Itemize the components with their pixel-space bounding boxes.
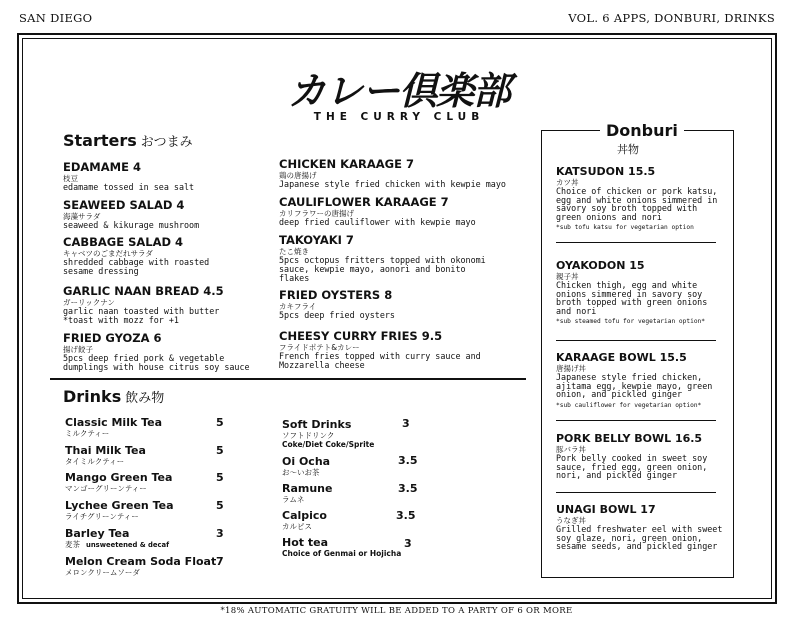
drink-jp: ライチグリーンティー	[65, 512, 139, 521]
starter-item	[63, 199, 288, 230]
drink-price: 7	[216, 555, 224, 568]
item-name: KARAAGE BOWL 15.5	[556, 351, 687, 364]
drink-price: 5	[216, 471, 224, 484]
donburi-title: Donburi	[600, 121, 684, 140]
donburi-divider	[556, 492, 716, 493]
donburi-divider	[556, 340, 716, 341]
item-desc: Japanese style fried chicken, ajitama egg, kewpie mayo, green onion, and pickled ginger	[556, 372, 713, 400]
drink-item	[65, 499, 174, 521]
drink-item	[65, 527, 169, 550]
drink-jp: ソフトドリンク	[282, 431, 335, 440]
top-bar	[19, 11, 775, 27]
item-jp: 枝豆	[63, 174, 78, 183]
donburi-item	[556, 165, 726, 232]
drink-item	[65, 555, 216, 577]
drinks-title-jp: 飲み物	[125, 391, 165, 406]
drink-item	[282, 455, 330, 477]
item-jp: 唐揚げ丼	[556, 364, 586, 373]
item-jp: たこ焼き	[279, 247, 309, 256]
item-name: CHEESY CURRY FRIES 9.5	[279, 329, 443, 343]
donburi-item	[556, 432, 726, 480]
starter-item	[279, 158, 524, 189]
item-jp: キャベツのごまだれサラダ	[63, 249, 153, 258]
drink-price: 5	[216, 499, 224, 512]
drink-name: Melon Cream Soda Float	[65, 555, 217, 568]
drink-item	[282, 509, 327, 531]
item-desc: French fries topped with curry sauce and Mozzarella cheese	[279, 351, 481, 370]
item-jp: うなぎ丼	[556, 516, 586, 525]
item-name: GARLIC NAAN BREAD 4.5	[63, 284, 224, 298]
item-jp: フライドポテト&カレー	[279, 343, 360, 352]
item-jp: カリフラワーの唐揚げ	[279, 209, 354, 218]
drink-name: Ramune	[282, 482, 333, 495]
drink-name: Barley Tea	[65, 527, 130, 540]
item-desc: 5pcs deep fried pork & vegetable dumplings with house citrus soy sauce	[63, 353, 250, 372]
volume-label: VOL. 6 APPS, DONBURI, DRINKS	[568, 11, 775, 25]
item-name: PORK BELLY BOWL 16.5	[556, 432, 703, 445]
starter-item	[63, 161, 288, 192]
drink-name: Mango Green Tea	[65, 471, 173, 484]
donburi-title-jp: 丼物	[617, 143, 639, 156]
drink-item	[282, 418, 374, 449]
item-jp: カツ丼	[556, 178, 579, 187]
drink-jp: お〜いお茶	[282, 468, 320, 477]
item-name: CHICKEN KARAAGE 7	[279, 157, 414, 171]
section-divider	[50, 378, 526, 380]
item-sub: *sub cauliflower for vegetarian option*	[556, 401, 702, 409]
drink-item	[65, 444, 146, 466]
drink-name: Classic Milk Tea	[65, 416, 163, 429]
location-label: SAN DIEGO	[19, 11, 93, 25]
drink-price: 5	[216, 444, 224, 457]
donburi-divider	[556, 420, 716, 421]
drink-name: Lychee Green Tea	[65, 499, 174, 512]
item-name: OYAKODON 15	[556, 259, 645, 272]
drink-price: 3.5	[398, 454, 418, 467]
item-desc: Japanese style fried chicken with kewpie mayo	[279, 179, 506, 189]
item-desc: shredded cabbage with roasted sesame dressing	[63, 257, 210, 276]
item-desc: Chicken thigh, egg and white onions simmered in savory soy broth topped with green onions and nori	[556, 280, 708, 316]
drinks-title-en: Drinks	[63, 387, 122, 406]
gratuity-note: *18% AUTOMATIC GRATUITY WILL BE ADDED TO A PARTY OF 6 OR MORE	[220, 606, 573, 616]
item-name: CAULIFLOWER KARAAGE 7	[279, 195, 449, 209]
starter-item	[63, 332, 268, 372]
starters-title-jp: おつまみ	[140, 135, 193, 150]
starter-item	[279, 196, 524, 227]
logo-japanese: カレー倶楽部	[287, 69, 510, 113]
starter-item	[279, 234, 489, 283]
drink-name: Oi Ocha	[282, 455, 331, 468]
item-name: KATSUDON 15.5	[556, 165, 656, 178]
item-jp: 海藻サラダ	[63, 212, 101, 221]
item-jp: カキフライ	[279, 302, 317, 311]
drinks-title	[63, 387, 164, 406]
starter-item	[63, 236, 238, 276]
starter-item	[63, 285, 248, 325]
drink-price: 3	[216, 527, 224, 540]
drink-name: Hot tea	[282, 536, 328, 549]
item-name: UNAGI BOWL 17	[556, 503, 656, 516]
starters-title-en: Starters	[63, 131, 137, 150]
drink-price: 3	[402, 417, 410, 430]
item-jp: 鶏の唐揚げ	[279, 171, 317, 180]
drink-item	[282, 482, 332, 504]
logo-english: THE CURRY CLUB	[313, 111, 485, 123]
drink-note: unsweetened & decaf	[86, 541, 170, 549]
starters-title	[63, 131, 193, 150]
item-desc: Pork belly cooked in sweet soy sauce, fried egg, green onion, nori, and pickled ginger	[556, 453, 708, 481]
drink-jp: メロンクリームソーダ	[65, 568, 140, 577]
drink-jp: 麦茶	[65, 540, 80, 549]
item-desc: Choice of chicken or pork katsu, egg and white onions simmered in savory soy broth topped with green onions and nori	[556, 186, 718, 222]
item-desc: Grilled freshwater eel with sweet soy glaze, nori, green onion, sesame seeds, and pickled ginger	[556, 524, 723, 552]
item-desc: 5pcs deep fried oysters	[279, 310, 395, 320]
donburi-item	[556, 351, 726, 410]
item-jp: 豚バラ丼	[556, 445, 586, 454]
item-desc: 5pcs octopus fritters topped with okonomi sauce, kewpie mayo, aonori and bonito flakes	[279, 255, 486, 283]
drink-item	[65, 471, 172, 493]
drink-price: 3	[404, 537, 412, 550]
item-sub: *sub tofu katsu for vegetarian option	[556, 224, 694, 232]
drink-price: 3.5	[398, 482, 418, 495]
donburi-item	[556, 503, 726, 551]
drink-sub: Coke/Diet Coke/Sprite	[282, 440, 375, 449]
item-name: FRIED GYOZA 6	[63, 331, 162, 345]
drink-jp: マンゴーグリーンティー	[65, 484, 147, 493]
drink-item	[282, 536, 401, 558]
starter-item	[279, 289, 504, 320]
item-desc: seaweed & kikurage mushroom	[63, 220, 200, 230]
item-name: TAKOYAKI 7	[279, 233, 354, 247]
item-name: CABBAGE SALAD 4	[63, 235, 184, 249]
drink-price: 3.5	[396, 509, 416, 522]
drink-name: Calpico	[282, 509, 327, 522]
item-jp: 揚げ餃子	[63, 345, 93, 354]
starter-item	[279, 330, 509, 370]
item-name: SEAWEED SALAD 4	[63, 198, 185, 212]
item-jp: 親子丼	[556, 272, 579, 281]
item-desc: edamame tossed in sea salt	[63, 182, 195, 192]
donburi-item	[556, 259, 726, 326]
item-sub: *sub steamed tofu for vegetarian option*	[556, 318, 706, 326]
item-name: EDAMAME 4	[63, 160, 141, 174]
drink-jp: カルピス	[282, 522, 312, 531]
drink-jp: ラムネ	[282, 495, 305, 504]
item-jp: ガーリックナン	[63, 298, 115, 307]
donburi-divider	[556, 242, 716, 243]
drink-name: Soft Drinks	[282, 418, 352, 431]
drink-name: Thai Milk Tea	[65, 444, 146, 457]
item-desc: garlic naan toasted with butter *toast with mozz for +1	[63, 306, 220, 325]
drink-price: 5	[216, 416, 224, 429]
item-name: FRIED OYSTERS 8	[279, 288, 393, 302]
drink-item	[65, 416, 162, 438]
drink-jp: タイミルクティー	[65, 457, 125, 466]
item-desc: deep fried cauliflower with kewpie mayo	[279, 217, 476, 227]
drink-jp: ミルクティー	[65, 429, 110, 438]
drink-sub: Choice of Genmai or Hojicha	[282, 549, 402, 558]
